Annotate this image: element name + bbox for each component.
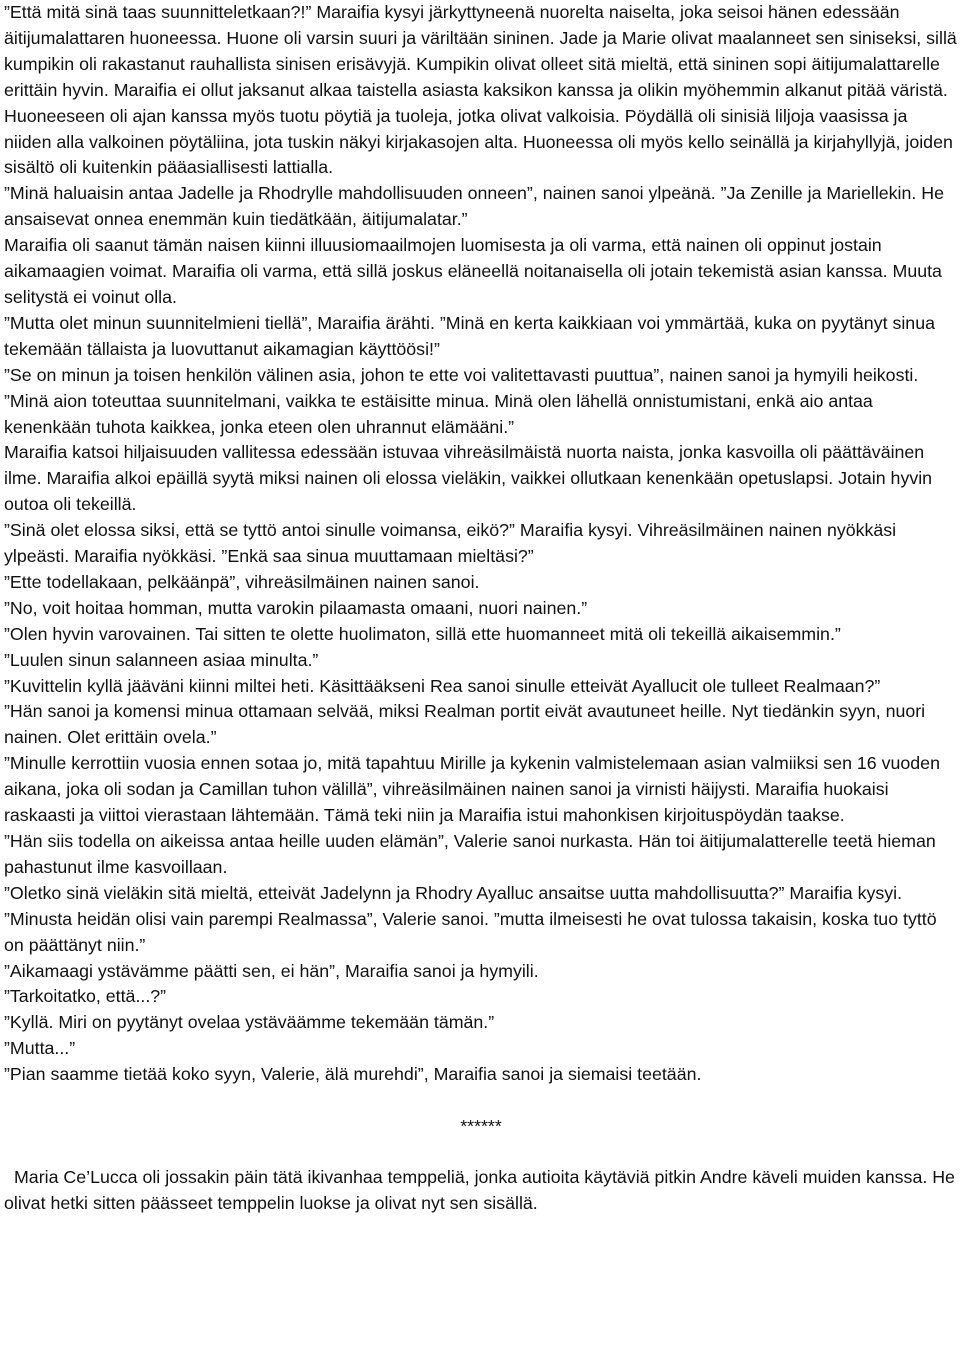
paragraph-19: ”Tarkoitatko, että...?” <box>4 986 167 1007</box>
paragraph-11: ”Luulen sinun salanneen asiaa minulta.” <box>4 649 319 670</box>
paragraph-5: ”Se on minun ja toisen henkilön välinen asia, johon te ette voi valitettavasti puuttua”, nainen sanoi ja hymyili heikosti. ”Minä aion toteuttaa suunnitelmani, vaikka te estäisitte minua. Minä olen lähellä onnistumistani, enkä aio antaa kenenkään tuhota kaikkea, jonka eteen olen uhrannut elämääni.” <box>4 364 919 437</box>
closing-paragraph: Maria Ce’Lucca oli jossakin päin tätä ikivanhaa temppeliä, jonka autioita käytäviä pitkin Andre käveli muiden kanssa. He olivat hetki sitten päässeet temppelin luokse ja olivat nyt sen sisällä. <box>4 1167 955 1213</box>
paragraph-6: Maraifia katsoi hiljaisuuden vallitessa edessään istuvaa vihreäsilmäistä nuorta naista, jonka kasvoilla oli päättäväinen ilme. Maraifia alkoi epäillä syytä miksi nainen oli elossa vieläkin, vaikkei ollutkaan kenenkään opetuslapsi. Jotain hyvin outoa oli tekeillä. <box>4 442 933 515</box>
paragraph-7: ”Sinä olet elossa siksi, että se tyttö antoi sinulle voimansa, eikö?” Maraifia kysyi. Vihreäsilmäinen nainen nyökkäsi ylpeästi. Maraifia nyökkäsi. ”Enkä saa sinua muuttamaan mieltäsi?” <box>4 520 897 567</box>
paragraph-17: ”Minusta heidän olisi vain parempi Realmassa”, Valerie sanoi. ”mutta ilmeisesti he ovat tulossa takaisin, koska tuo tyttö on päättänyt niin.” <box>4 908 937 955</box>
paragraph-14: ”Minulle kerrottiin vuosia ennen sotaa jo, mitä tapahtuu Mirille ja kykenin valmistelemaan asian valmiiksi sen 16 vuoden aikana, joka oli sodan ja Camillan tuhon välillä”, vihreäsilmäinen nainen sanoi ja virnisti häijysti. Maraifia huokaisi raskaasti ja viittoi vierastaan lähtemään. Tämä teki niin ja Maraifia istui mahonkisen kirjoituspöydän taakse. <box>4 753 940 826</box>
paragraph-21: ”Mutta...” <box>4 1038 76 1059</box>
paragraph-12: ”Kuvittelin kyllä jääväni kiinni miltei heti. Käsittääkseni Rea sanoi sinulle etteivät Ayallucit ole tulleet Realmaan?” <box>4 675 881 696</box>
story-body <box>4 0 958 1088</box>
paragraph-20: ”Kyllä. Miri on pyytänyt ovelaa ystäväämme tekemään tämän.” <box>4 1012 495 1033</box>
paragraph-13: ”Hän sanoi ja komensi minua ottamaan selvää, miksi Realman portit eivät avautuneet heille. Nyt tiedänkin syyn, nuori nainen. Olet erittäin ovela.” <box>4 701 926 748</box>
paragraph-10: ”Olen hyvin varovainen. Tai sitten te olette huolimaton, sillä ette huomanneet mitä oli tekeillä aikaisemmin.” <box>4 623 841 644</box>
paragraph-8: ”Ette todellakaan, pelkäänpä”, vihreäsilmäinen nainen sanoi. <box>4 571 480 592</box>
document-page <box>4 0 958 1217</box>
paragraph-9: ”No, voit hoitaa homman, mutta varokin pilaamasta omaani, nuori nainen.” <box>4 597 588 618</box>
paragraph-16: ”Oletko sinä vieläkin sitä mieltä, etteivät Jadelynn ja Rhodry Ayalluc ansaitse uutta mahdollisuutta?” Maraifia kysyi. <box>4 882 903 903</box>
paragraph-3: Maraifia oli saanut tämän naisen kiinni illuusiomaailmojen luomisesta ja oli varma, että nainen oli oppinut jostain aikamaagien voimat. Maraifia oli varma, että sillä joskus eläneellä noitanaisella oli jotain tekemistä asian kanssa. Muuta selitystä ei voinut olla. <box>4 235 942 307</box>
paragraph-1: ”Että mitä sinä taas suunnitteletkaan?!” Maraifia kysyi järkyttyneenä nuorelta naiselta, joka seisoi hänen edessään äitijumalattaren huoneessa. Huone oli varsin suuri ja väriltään sininen. Jade ja Marie olivat maalanneet sen siniseksi, sillä kumpikin oli rakastanut rauhallista sinisen erisävyjä. Kumpikin olivat olleet sitä mieltä, että sininen sopi äitijumalattarelle erittäin hyvin. Maraifia ei ollut jaksanut alkaa taistella asiasta kaksikon kanssa ja olikin myöhemmin alkanut pitää väristä. Huoneeseen oli ajan kanssa myös tuotu pöytiä ja tuoleja, jotka olivat valkoisia. Pöydällä oli sinisiä liljoja vaasissa ja niiden alla valkoinen pöytäliina, jota tuskin näkyi kirjakasojen alta. Huoneessa oli myös kello seinällä ja kirjahyllyjä, joiden sisältö oli kuitenkin pääasiallisesti lattialla. <box>4 2 957 178</box>
scene-separator: ****** <box>460 1116 502 1137</box>
paragraph-22: ”Pian saamme tietää koko syyn, Valerie, älä murehdi”, Maraifia sanoi ja siemaisi teetään. <box>4 1064 702 1085</box>
paragraph-18: ”Aikamaagi ystävämme päätti sen, ei hän”, Maraifia sanoi ja hymyili. <box>4 960 539 981</box>
paragraph-2: ”Minä haluaisin antaa Jadelle ja Rhodrylle mahdollisuuden onneen”, nainen sanoi ylpeänä. ”Ja Zenille ja Mariellekin. He ansaisevat onnea enemmän kuin tiedätkään, äitijumalatar.” <box>4 183 945 230</box>
paragraph-4: ”Mutta olet minun suunnitelmieni tiellä”, Maraifia ärähti. ”Minä en kerta kaikkiaan voi ymmärtää, kuka on pyytänyt sinua tekemään tällaista ja luovuttanut aikamagian käyttöösi!” <box>4 312 935 359</box>
paragraph-15: ”Hän siis todella on aikeissa antaa heille uuden elämän”, Valerie sanoi nurkasta. Hän toi äitijumalatterelle teetä hieman pahastunut ilme kasvoillaan. <box>4 831 936 877</box>
